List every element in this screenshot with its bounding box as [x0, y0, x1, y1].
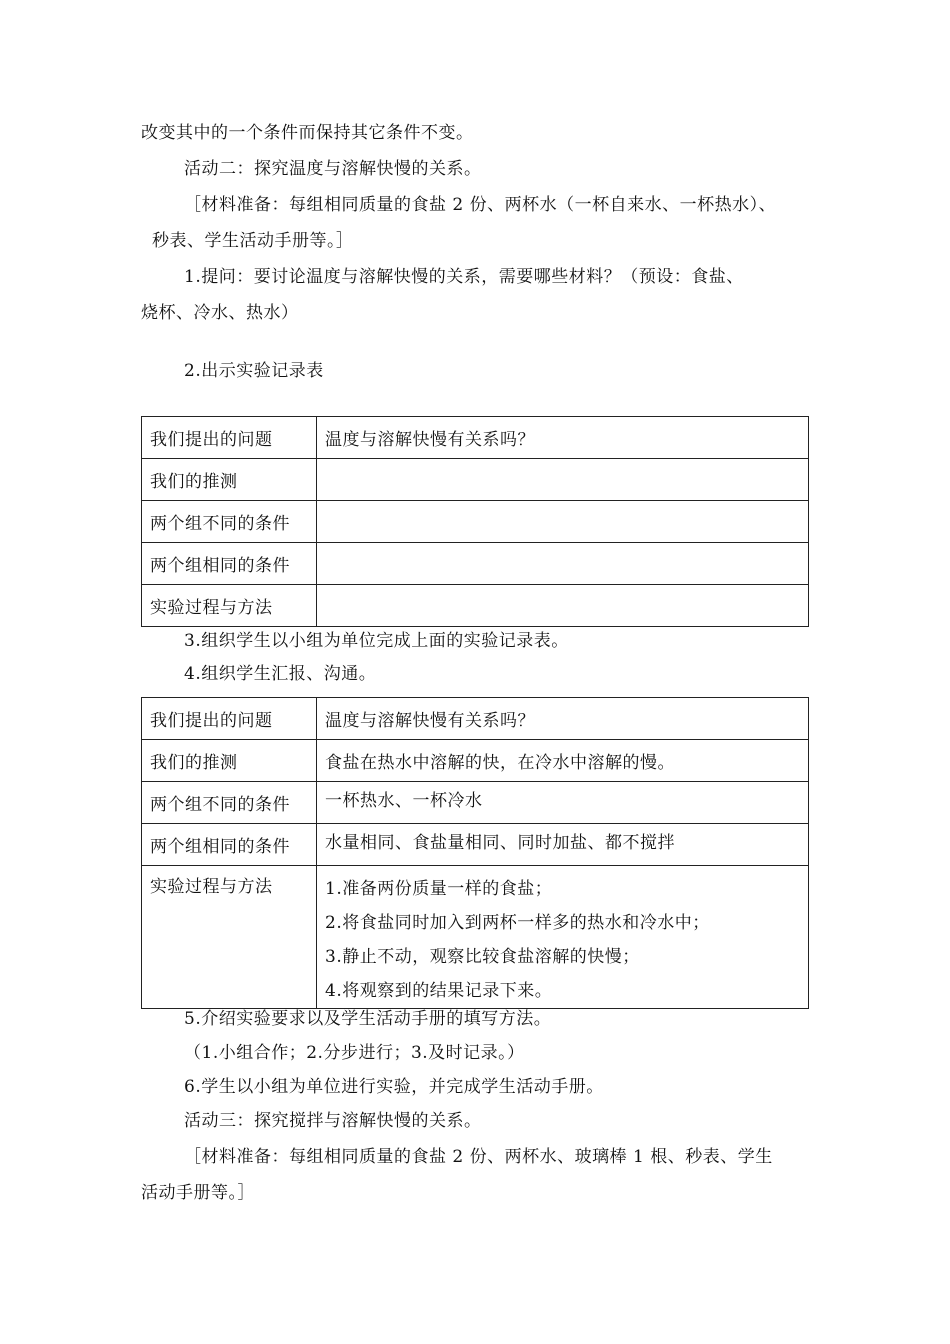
table-label-cell: 两个组不同的条件 — [142, 782, 317, 824]
table-value-cell — [317, 585, 809, 627]
table-label-cell: 实验过程与方法 — [142, 585, 317, 627]
process-step: 2.将食盐同时加入到两杯一样多的热水和冷水中； — [325, 913, 710, 933]
process-step: 3.静止不动，观察比较食盐溶解的快慢； — [325, 947, 640, 967]
process-step: 1.准备两份质量一样的食盐； — [325, 879, 553, 899]
table-row — [142, 585, 809, 627]
table-value-cell: 温度与溶解快慢有关系吗？ — [317, 698, 809, 740]
table-value-cell — [317, 459, 809, 501]
table-row — [142, 459, 809, 501]
table-row — [142, 543, 809, 585]
table-label-cell: 我们的推测 — [142, 459, 317, 501]
table-label-cell: 实验过程与方法 — [142, 866, 317, 1009]
step4-line: 4.组织学生汇报、沟通。 — [184, 664, 377, 684]
experiment-record-table-blank — [141, 416, 809, 627]
table-row — [142, 782, 809, 824]
table-value-cell: 一杯热水、一杯冷水 — [317, 782, 809, 824]
activity3-title: 活动三：探究搅拌与溶解快慢的关系。 — [184, 1111, 482, 1131]
table-value-cell: 水量相同、食盐量相同、同时加盐、都不搅拌 — [317, 824, 809, 866]
table-row-process — [142, 866, 809, 1009]
table-label-cell: 两个组不同的条件 — [142, 501, 317, 543]
process-steps-cell — [317, 866, 809, 1009]
table-label-cell: 两个组相同的条件 — [142, 543, 317, 585]
experiment-record-table-filled — [141, 697, 809, 1009]
process-step: 4.将观察到的结果记录下来。 — [325, 981, 553, 1001]
table-value-cell — [317, 543, 809, 585]
table-row — [142, 417, 809, 459]
activity3-materials-line2: 活动手册等。］ — [141, 1183, 255, 1203]
table-label-cell: 两个组相同的条件 — [142, 824, 317, 866]
step2-show-table: 2.出示实验记录表 — [184, 361, 324, 381]
activity2-title: 活动二：探究温度与溶解快慢的关系。 — [184, 159, 482, 179]
activity2-materials-line1: ［材料准备：每组相同质量的食盐 2 份、两杯水（一杯自来水、一杯热水）、 — [184, 195, 777, 215]
table-row — [142, 824, 809, 866]
table-value-cell: 温度与溶解快慢有关系吗？ — [317, 417, 809, 459]
table-label-cell: 我们提出的问题 — [142, 698, 317, 740]
table-row — [142, 698, 809, 740]
table-label-cell: 我们提出的问题 — [142, 417, 317, 459]
table-row — [142, 501, 809, 543]
table-label-cell: 我们的推测 — [142, 740, 317, 782]
step6-line: 6.学生以小组为单位进行实验，并完成学生活动手册。 — [184, 1077, 604, 1097]
table-row — [142, 740, 809, 782]
step3-line: 3.组织学生以小组为单位完成上面的实验记录表。 — [184, 631, 569, 651]
intro-line: 改变其中的一个条件而保持其它条件不变。 — [141, 123, 474, 143]
table-value-cell — [317, 501, 809, 543]
question1-line2: 烧杯、冷水、热水） — [141, 303, 299, 323]
activity3-materials-line1: ［材料准备：每组相同质量的食盐 2 份、两杯水、玻璃棒 1 根、秒表、学生 — [184, 1147, 773, 1167]
step5-line: 5.介绍实验要求以及学生活动手册的填写方法。 — [184, 1009, 552, 1029]
table-value-cell: 食盐在热水中溶解的快，在冷水中溶解的慢。 — [317, 740, 809, 782]
activity2-materials-line2: 秒表、学生活动手册等。］ — [152, 231, 354, 251]
question1-line1: 1.提问：要讨论温度与溶解快慢的关系，需要哪些材料？（预设：食盐、 — [184, 267, 744, 287]
step5-note: （1.小组合作；2.分步进行；3.及时记录。） — [184, 1043, 525, 1063]
